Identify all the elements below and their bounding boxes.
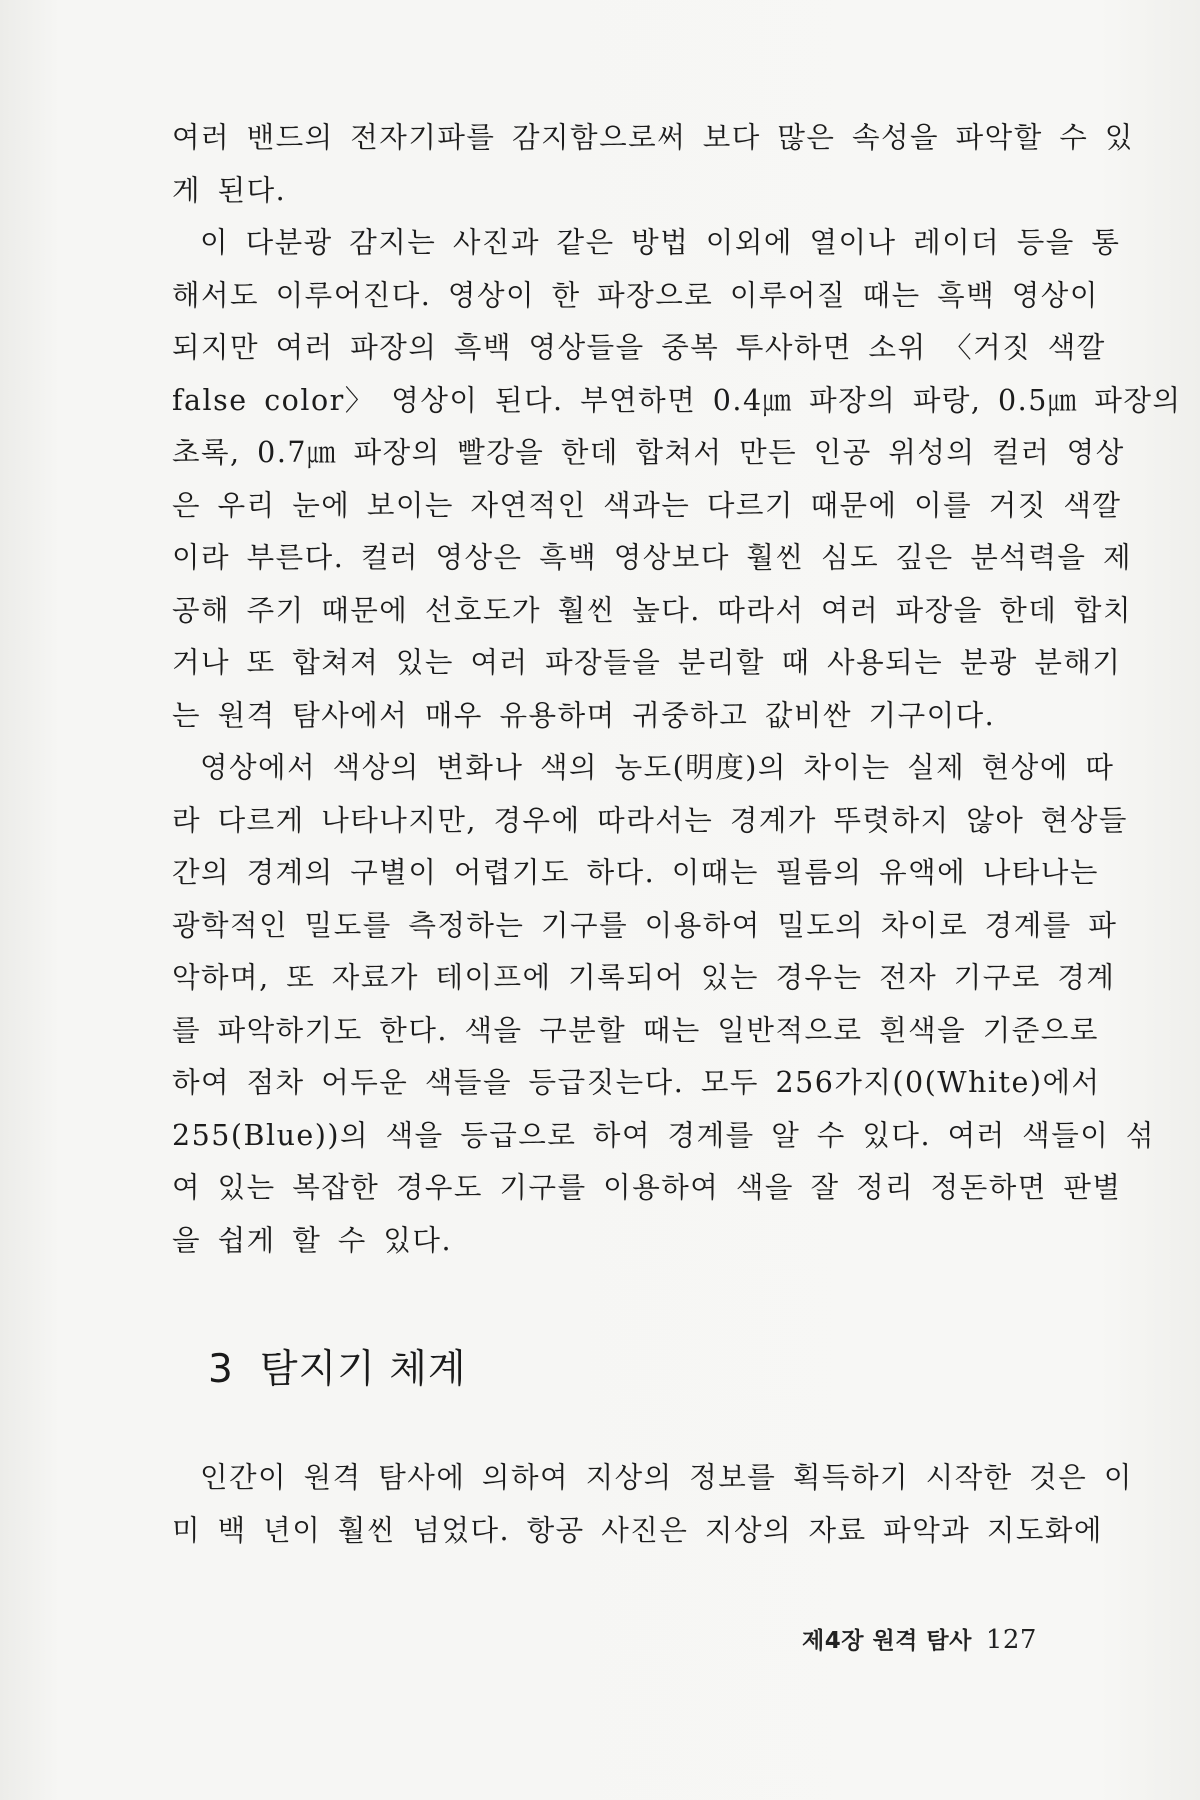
section-number: 3 <box>208 1347 234 1392</box>
text-line: 광학적인 밀도를 측정하는 기구를 이용하여 밀도의 차이로 경계를 파 <box>172 908 1118 942</box>
section-heading <box>208 1338 467 1394</box>
text-line: 255(Blue))의 색을 등급으로 하여 경계를 알 수 있다. 여러 색들이 섞 <box>172 1118 1155 1152</box>
text-line: 미 백 년이 훨씬 넘었다. 항공 사진은 지상의 자료 파악과 지도화에 <box>172 1513 1103 1547</box>
text-line: 되지만 여러 파장의 흑백 영상들을 중복 투사하면 소위 〈거짓 색깔 <box>172 331 1106 364</box>
page-number: 127 <box>985 1625 1037 1655</box>
page-footer <box>802 1622 1037 1655</box>
text-line: 초록, 0.7㎛ 파장의 빨강을 한데 합쳐서 만든 인공 위성의 컬러 영상 <box>172 436 1125 469</box>
section-title: 탐지기 체계 <box>259 1347 467 1392</box>
text-line: 는 원격 탐사에서 매우 유용하며 귀중하고 값비싼 기구이다. <box>172 698 996 732</box>
text-line: 라 다르게 나타나지만, 경우에 따라서는 경계가 뚜렷하지 않아 현상들 <box>172 803 1128 837</box>
text-line: 를 파악하기도 한다. 색을 구분할 때는 일반적으로 흰색을 기준으로 <box>172 1013 1099 1047</box>
text-line: 영상에서 색상의 변화나 색의 농도(明度)의 차이는 실제 현상에 따 <box>200 751 1115 784</box>
text-line: 이 다분광 감지는 사진과 같은 방법 이외에 열이나 레이더 등을 통 <box>200 226 1121 259</box>
text-line: 공해 주기 때문에 선호도가 훨씬 높다. 따라서 여러 파장을 한데 합치 <box>172 593 1132 627</box>
text-line: 이라 부른다. 컬러 영상은 흑백 영상보다 훨씬 심도 깊은 분석력을 제 <box>172 541 1132 574</box>
text-line: 을 쉽게 할 수 있다. <box>172 1223 453 1257</box>
text-line: 악하며, 또 자료가 테이프에 기록되어 있는 경우는 전자 기구로 경계 <box>172 961 1116 994</box>
text-line: 하여 점차 어두운 색들을 등급짓는다. 모두 256가지(0(White)에서 <box>172 1066 1101 1099</box>
chapter-label: 제4장 원격 탐사 <box>802 1628 972 1654</box>
text-line: false color〉 영상이 된다. 부연하면 0.4㎛ 파장의 파랑, 0.5㎛ 파장의 <box>172 383 1182 417</box>
body-text-top <box>172 112 1182 1267</box>
text-line: 여 있는 복잡한 경우도 기구를 이용하여 색을 잘 정리 정돈하면 판별 <box>172 1171 1122 1204</box>
text-line: 인간이 원격 탐사에 의하여 지상의 정보를 획득하기 시작한 것은 이 <box>200 1461 1133 1494</box>
text-line: 간의 경계의 구별이 어렵기도 하다. 이때는 필름의 유액에 나타나는 <box>172 856 1099 889</box>
body-text-bottom <box>172 1452 1133 1557</box>
text-line: 거나 또 합쳐져 있는 여러 파장들을 분리할 때 사용되는 분광 분해기 <box>172 646 1122 679</box>
text-line: 여러 밴드의 전자기파를 감지함으로써 보다 많은 속성을 파악할 수 있 <box>172 121 1134 154</box>
text-line: 게 된다. <box>172 173 287 207</box>
text-line: 은 우리 눈에 보이는 자연적인 색과는 다르기 때문에 이를 거짓 색깔 <box>172 488 1122 522</box>
text-line: 해서도 이루어진다. 영상이 한 파장으로 이루어질 때는 흑백 영상이 <box>172 278 1099 312</box>
